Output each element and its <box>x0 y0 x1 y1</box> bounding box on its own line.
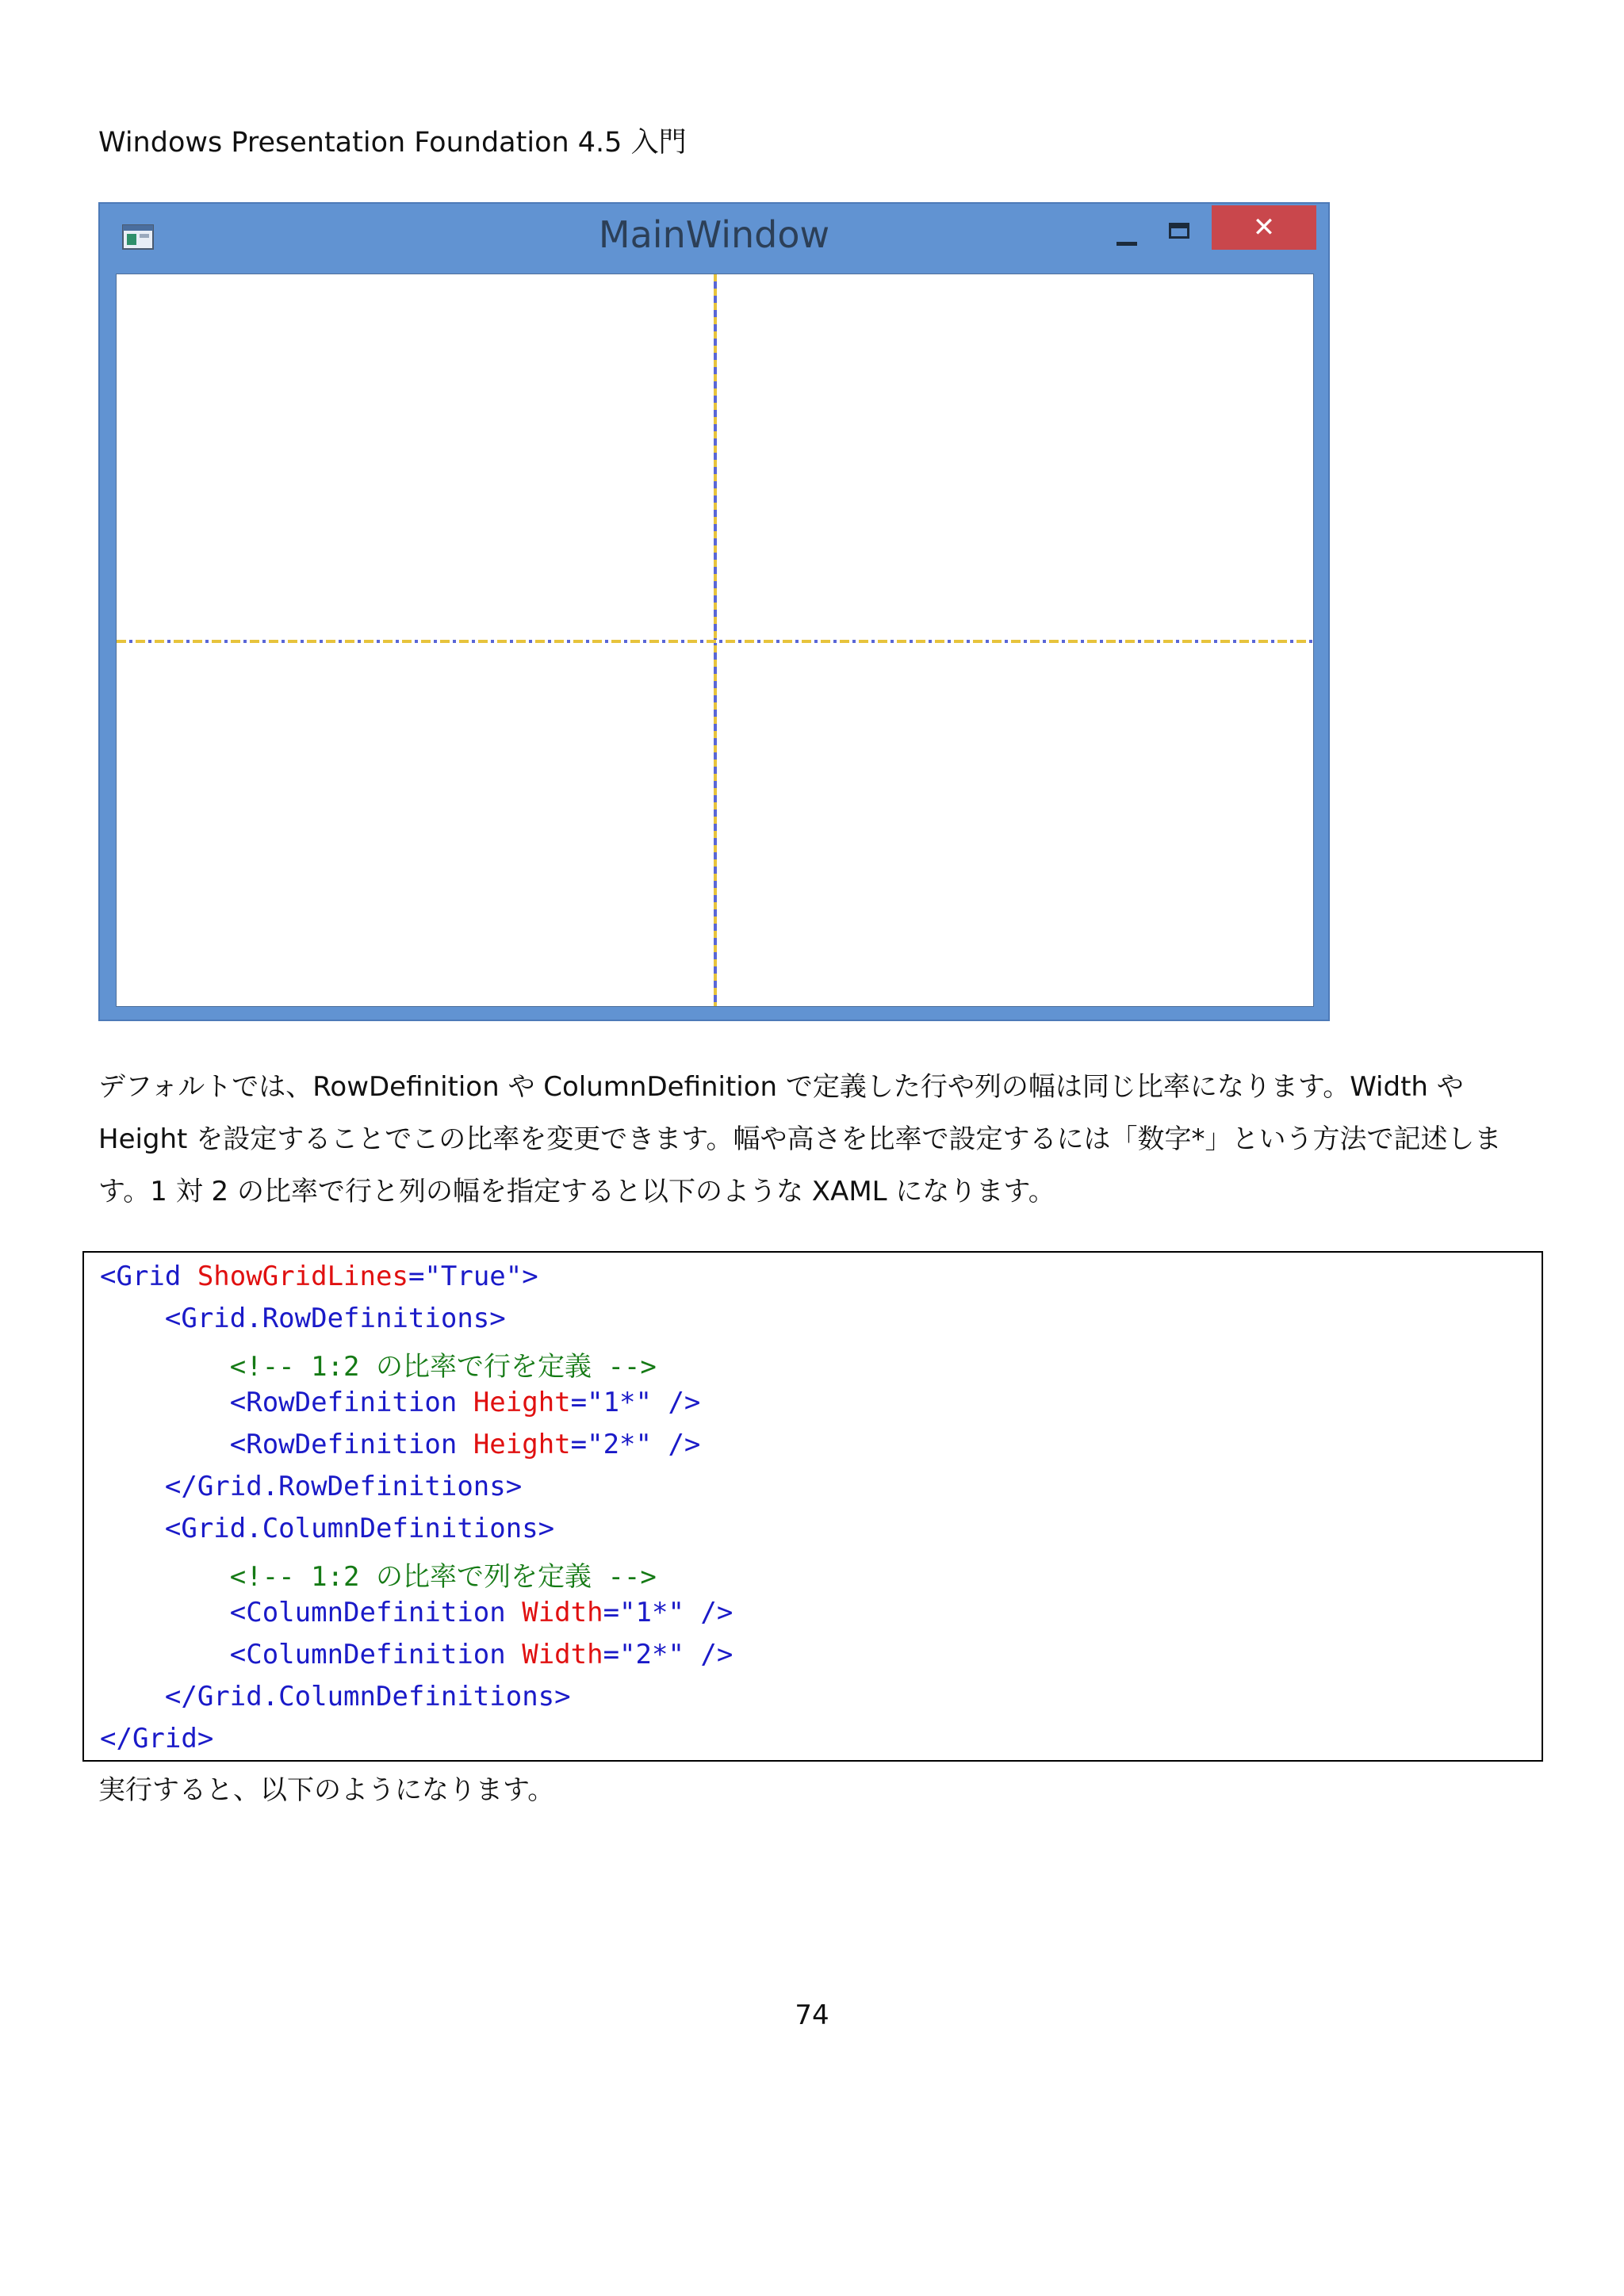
code-token: <RowDefinition <box>100 1387 458 1418</box>
code-token: <Grid <box>100 1261 182 1292</box>
code-line <box>100 1429 700 1460</box>
code-line <box>100 1345 657 1383</box>
code-token: ="2*" /> <box>570 1429 701 1460</box>
wpf-window-screenshot <box>98 202 1330 1021</box>
code-token: <!-- 1:2 の比率で行を定義 --> <box>100 1351 657 1383</box>
code-token: Height <box>457 1387 571 1418</box>
minimize-button[interactable] <box>1109 220 1145 256</box>
code-token: <Grid.ColumnDefinitions> <box>100 1513 555 1544</box>
code-token: </Grid> <box>100 1723 214 1755</box>
running-header: Windows Presentation Foundation 4.5 入門 <box>98 127 687 159</box>
code-token: <!-- 1:2 の比率で列を定義 --> <box>100 1561 657 1593</box>
code-line <box>100 1303 506 1334</box>
code-token: <Grid.RowDefinitions> <box>100 1303 506 1334</box>
code-token: ="1*" /> <box>570 1387 701 1418</box>
code-line <box>100 1639 733 1670</box>
body-paragraph: デフォルトでは、RowDefinition や ColumnDefinition で定義した行や列の幅は同じ比率になります。Width や Height を設定することでこの比率を変更できます。幅や高さを比率で設定するには「数字*」という方法で記述します。1 対 2 の比率で行と列の幅を指定すると以下のような XAML になります。 <box>98 1071 1502 1207</box>
code-line <box>100 1681 571 1712</box>
xaml-code-block <box>82 1251 1543 1762</box>
maximize-button[interactable] <box>1161 215 1197 251</box>
code-line <box>100 1387 700 1418</box>
code-line <box>100 1723 213 1755</box>
code-line <box>100 1261 538 1292</box>
code-token: Height <box>457 1429 571 1460</box>
code-token: <RowDefinition <box>100 1429 458 1460</box>
code-line <box>100 1555 657 1594</box>
code-line <box>100 1513 554 1544</box>
window-client-area <box>116 274 1314 1007</box>
code-token: Width <box>505 1639 603 1670</box>
code-token: <ColumnDefinition <box>100 1639 506 1670</box>
code-line <box>100 1471 522 1502</box>
code-line <box>100 1597 733 1628</box>
code-token: Width <box>505 1597 603 1628</box>
close-button[interactable] <box>1212 205 1316 250</box>
code-token: ="True"> <box>408 1261 538 1292</box>
code-token: <ColumnDefinition <box>100 1597 506 1628</box>
code-token: ShowGridLines <box>181 1261 408 1292</box>
page-number: 74 <box>795 1999 829 2031</box>
close-icon: ✕ <box>1252 212 1276 243</box>
code-token: </Grid.ColumnDefinitions> <box>100 1681 571 1712</box>
code-token: ="1*" /> <box>603 1597 733 1628</box>
result-intro-text: 実行すると、以下のようになります。 <box>98 1774 555 1806</box>
grid-line-horizontal <box>117 640 1313 643</box>
code-token: ="2*" /> <box>603 1639 733 1670</box>
window-title: MainWindow <box>598 213 830 256</box>
code-token: </Grid.RowDefinitions> <box>100 1471 523 1502</box>
